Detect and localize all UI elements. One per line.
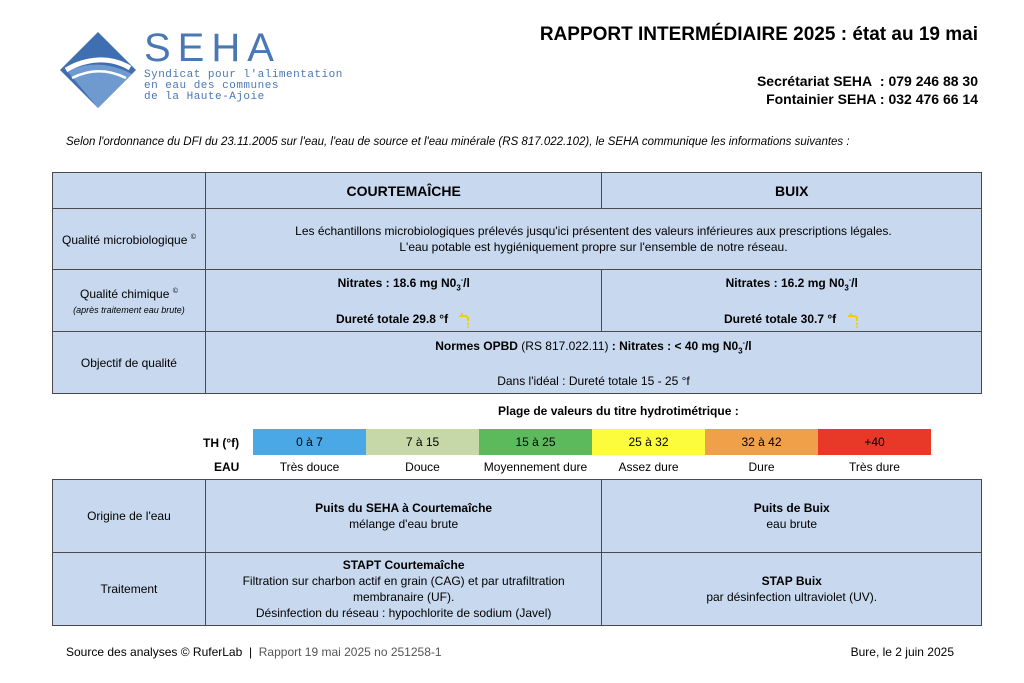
scale-cell: 0 à 7 [253, 429, 366, 455]
traitement-courtemaiche: STAPT Courtemaîche Filtration sur charbon actif en grain (CAG) et par utrafiltration membranaire (UF). Désinfection du réseau : hypochlorite de sodium (Javel) [205, 553, 602, 626]
seha-logo [58, 26, 438, 111]
quality-table [52, 172, 982, 394]
report-title: RAPPORT INTERMÉDIAIRE 2025 : état au 19 mai [539, 24, 978, 45]
chem-buix: Nitrates : 16.2 mg $N0_3^-/l$ Dureté totale 30.7 °f [602, 270, 982, 332]
scale-cell: 32 à 42 [705, 429, 818, 455]
logo-name: SEHA [144, 26, 281, 70]
scale-cell: 7 à 15 [366, 429, 479, 455]
scale-title: Plage de valeurs du titre hydrotimétrique : [498, 404, 739, 418]
scale-cell: +40 [818, 429, 931, 455]
origin-table [52, 479, 982, 626]
th-label: TH (°f) [203, 436, 240, 450]
scale-cell: 25 à 32 [592, 429, 705, 455]
faucet-icon [457, 312, 471, 328]
micro-text: Les échantillons microbiologiques prélevés jusqu'ici présentent des valeurs inférieures aux prescriptions légales. L'eau potable est hygiéniquement propre sur l'ensemble de notre réseau. [205, 209, 981, 270]
scale-label: Dure [748, 460, 775, 474]
row-label-origine: Origine de l'eau [53, 480, 206, 553]
scale-label: Douce [405, 460, 440, 474]
contact-fontainier: Fontainier SEHA : 032 476 66 14 [766, 91, 978, 107]
drop-logo-icon [58, 30, 138, 110]
scale-label: Assez dure [618, 460, 679, 474]
faucet-icon [846, 312, 860, 328]
hardness-labels [253, 460, 931, 474]
intro-text: Selon l'ordonnance du DFI du 23.11.2005 sur l'eau, l'eau de source et l'eau minérale (RS 817.022.102), le SEHA communique les informations suivantes : [66, 136, 850, 148]
origine-buix: Puits de Buix eau brute [602, 480, 982, 553]
contact-secretariat: Secrétariat SEHA : 079 246 88 30 [756, 73, 978, 89]
row-label-traitement: Traitement [53, 553, 206, 626]
contacts [757, 72, 978, 108]
scale-cell: 15 à 25 [479, 429, 592, 455]
logo-tagline: Syndicat pour l'alimentation en eau des communes de la Haute-Ajoie [144, 69, 343, 103]
footer-date: Bure, le 2 juin 2025 [850, 645, 954, 659]
origine-courtemaiche: Puits du SEHA à Courtemaîche mélange d'eau brute [205, 480, 602, 553]
empty-header-cell [53, 173, 206, 209]
col-buix: BUIX [602, 173, 982, 209]
col-courtemaiche: COURTEMAÎCHE [205, 173, 602, 209]
eau-label: EAU [214, 460, 240, 474]
chem-courtemaiche: Nitrates : 18.6 mg $N0_3^-/l$ Dureté totale 29.8 °f [205, 270, 602, 332]
scale-label: Très dure [849, 460, 900, 474]
objectif-text: Normes OPBD (RS 817.022.11) : Nitrates : < 40 mg $N0_3^-/l$ Dans l'idéal : Dureté totale 15 - 25 °f [205, 332, 981, 394]
hardness-scale [253, 429, 931, 455]
footer-source: Source des analyses © RuferLab | Rapport 19 mai 2025 no 251258-1 [66, 645, 442, 659]
row-label-objectif: Objectif de qualité [53, 332, 206, 394]
scale-label: Très douce [279, 460, 340, 474]
row-label-micro: Qualité microbiologique © [53, 209, 206, 270]
scale-label: Moyennement dure [483, 460, 588, 474]
traitement-buix: STAP Buix par désinfection ultraviolet (UV). [602, 553, 982, 626]
row-label-chem: Qualité chimique © (après traitement eau brute) [53, 270, 206, 332]
